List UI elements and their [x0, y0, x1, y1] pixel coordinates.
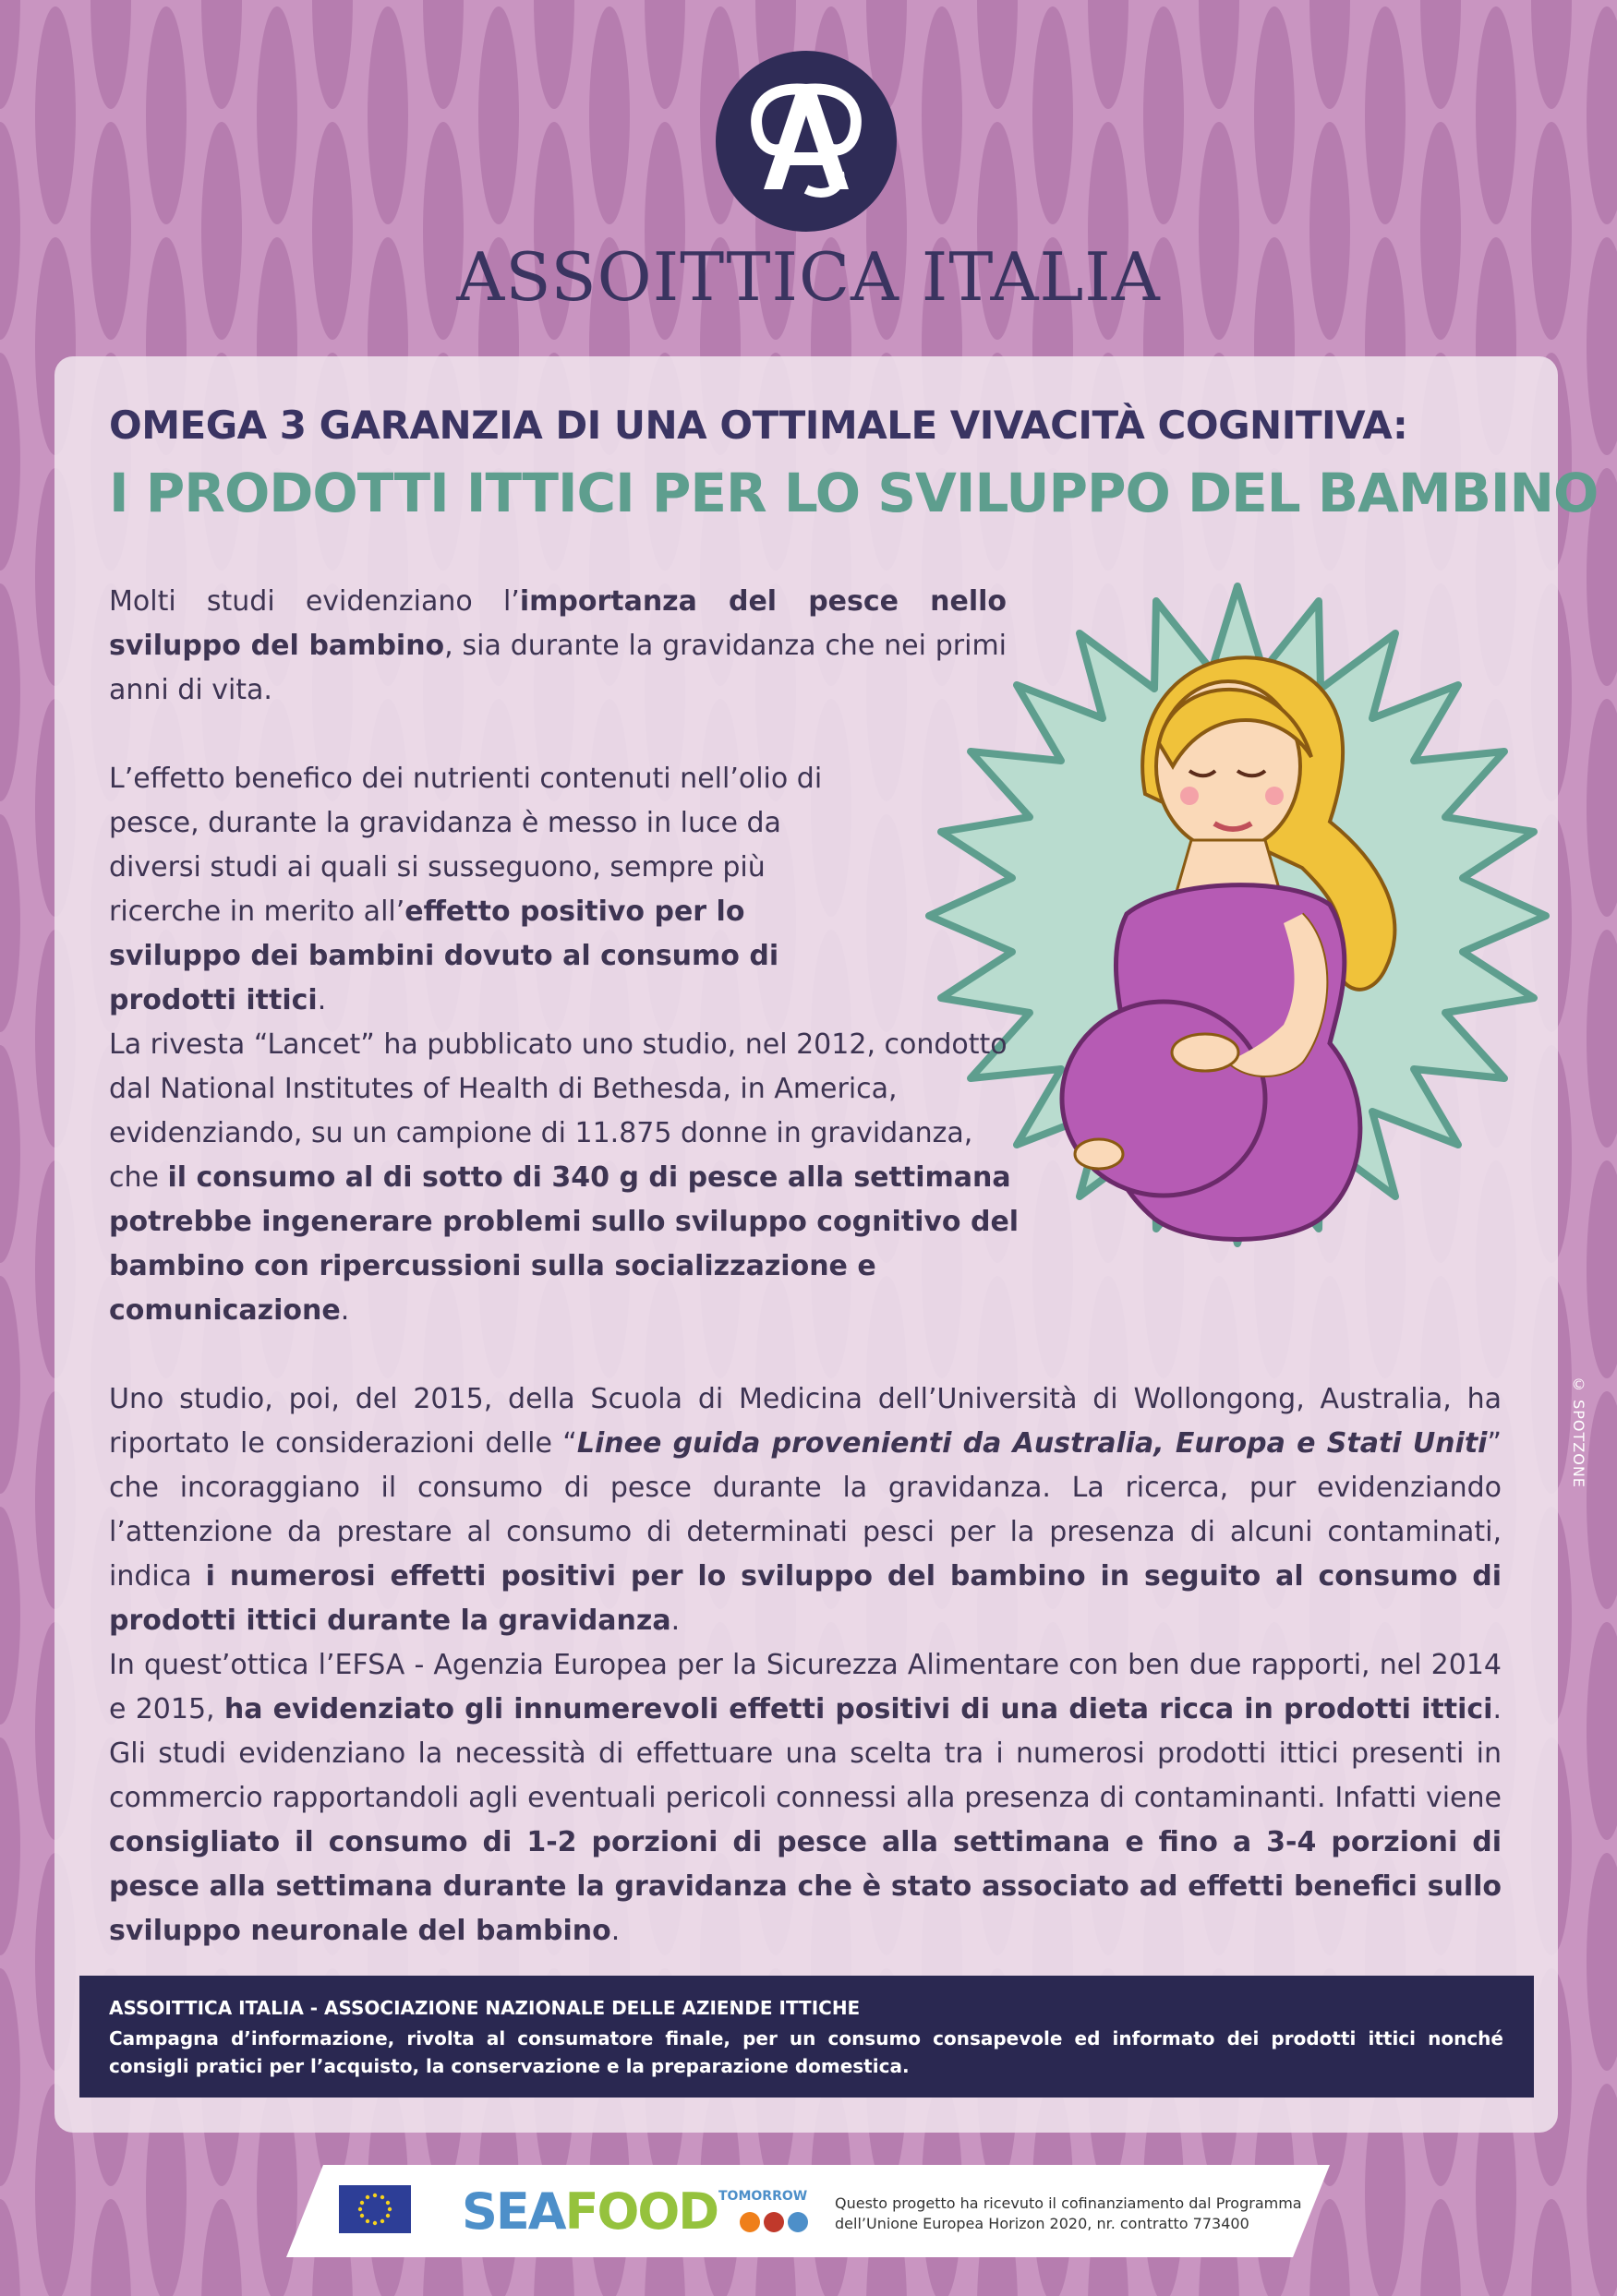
paragraph-3-text-end: .: [340, 1294, 350, 1327]
logo-wordmark: ASSOITTICA ITALIA: [456, 238, 1161, 316]
paragraph-5-bold-2: consigliato il consumo di 1-2 porzioni di pesce alla settimana e fino a 3-4 porzioni di pesce alla settimana durante la gravidanza che è stato associato ad effetti benefici sullo sviluppo neuronale del bambino: [109, 1826, 1502, 1947]
eu-flag-icon: [339, 2185, 411, 2233]
paragraph-1: [109, 580, 1007, 713]
paragraph-4-text: Uno studio, poi, del 2015, della Scuola di Medicina dell’Università di Wollongong, Australia, ha riportato le considerazioni delle “: [109, 1383, 1502, 1460]
paragraph-5-text-mid: . Gli studi evidenziano la necessità di effettuare una scelta tra i numerosi prodotti ittici presenti in commercio rapportandoli agli eventuali pericoli connessi alla presenza di contaminanti. Infatti viene: [109, 1693, 1502, 1814]
paragraph-2-bold: effetto positivo per lo sviluppo dei bambini dovuto al consumo di prodotti ittici: [109, 896, 779, 1016]
headline-line1: OMEGA 3 GARANZIA DI UNA OTTIMALE VIVACITÀ COGNITIVA:: [109, 403, 1408, 448]
paragraph-4: [109, 1377, 1502, 1643]
paragraph-1-text-end: , sia durante la gravidanza che nei primi anni di vita.: [109, 630, 1008, 706]
paragraph-4-bold: i numerosi effetti positivi per lo sviluppo del bambino in seguito al consumo di prodotti ittici durante la gravidanza: [109, 1560, 1502, 1637]
assoittica-logo-icon: [716, 51, 897, 232]
paragraph-2-text: L’effetto benefico dei nutrienti contenuti nell’olio di pesce, durante la gravidanza è messo in luce da diversi studi ai quali si susseguono, sempre più ricerche in merito all’: [109, 763, 823, 928]
funding-statement: Questo progetto ha ricevuto il cofinanziamento dal Programma dell’Unione Europea Horizon 2020, nr. contratto 773400: [835, 2194, 1302, 2232]
paragraph-1-bold: importanza del pesce nello sviluppo del bambino: [109, 585, 1007, 662]
photo-credit: © SPOTZONE: [1570, 1376, 1587, 1488]
paragraph-5-text-end: .: [610, 1915, 621, 1947]
paragraph-2: [109, 757, 875, 1023]
seafood-logo-part2: FOOD: [564, 2182, 718, 2241]
paragraph-4-italic: Linee guida provenienti da Australia, Europa e Stati Uniti: [576, 1427, 1488, 1460]
headline-line2: I PRODOTTI ITTICI PER LO SVILUPPO DEL BAMBINO: [109, 462, 1599, 524]
paragraph-3-bold: il consumo al di sotto di 340 g di pesce alla settimana potrebbe ingenerare problemi sullo sviluppo cognitivo del bambino con ripercussioni sulla socializzazione e comunicazione: [109, 1161, 1020, 1327]
paragraph-4-text-end: .: [670, 1605, 681, 1637]
seafood-tomorrow-logo: [462, 2182, 718, 2241]
paragraph-3-text: La rivesta “Lancet” ha pubblicato uno studio, nel 2012, condotto dal National Institutes of Health di Bethesda, in America, evidenziando, su un campione di 11.875 donne in gravidanza, che: [109, 1028, 1008, 1194]
footer-description: Campagna d’informazione, rivolta al consumatore finale, per un consumo consapevole ed informato dei prodotti ittici nonché consigli pratici per l’acquisto, la conservazione e la preparazione domestica.: [109, 2027, 1503, 2077]
paragraph-5-bold-1: ha evidenziato gli innumerevoli effetti positivi di una dieta ricca in prodotti ittici: [223, 1693, 1493, 1725]
seafood-icons: [739, 2208, 813, 2236]
paragraph-5-text: In quest’ottica l’EFSA - Agenzia Europea per la Sicurezza Alimentare con ben due rapporti, nel 2014 e 2015,: [109, 1649, 1502, 1725]
footer-title: ASSOITTICA ITALIA - ASSOCIAZIONE NAZIONALE DELLE AZIENDE ITTICHE: [109, 1997, 861, 2019]
paragraph-2-text-end: .: [317, 984, 327, 1016]
seafood-tomorrow-label: TOMORROW: [718, 2189, 808, 2204]
seafood-logo-part1: SEA: [462, 2182, 565, 2241]
paragraph-3: [109, 1023, 1023, 1333]
paragraph-4-text-mid: ” che incoraggiano il consumo di pesce durante la gravidanza. La ricerca, pur evidenziando l’attenzione da prestare al consumo di determinati pesci per la presenza di alcuni contaminati, indica: [109, 1427, 1502, 1593]
paragraph-1-text: Molti studi evidenziano l’: [109, 585, 520, 618]
paragraph-5: [109, 1643, 1502, 1953]
